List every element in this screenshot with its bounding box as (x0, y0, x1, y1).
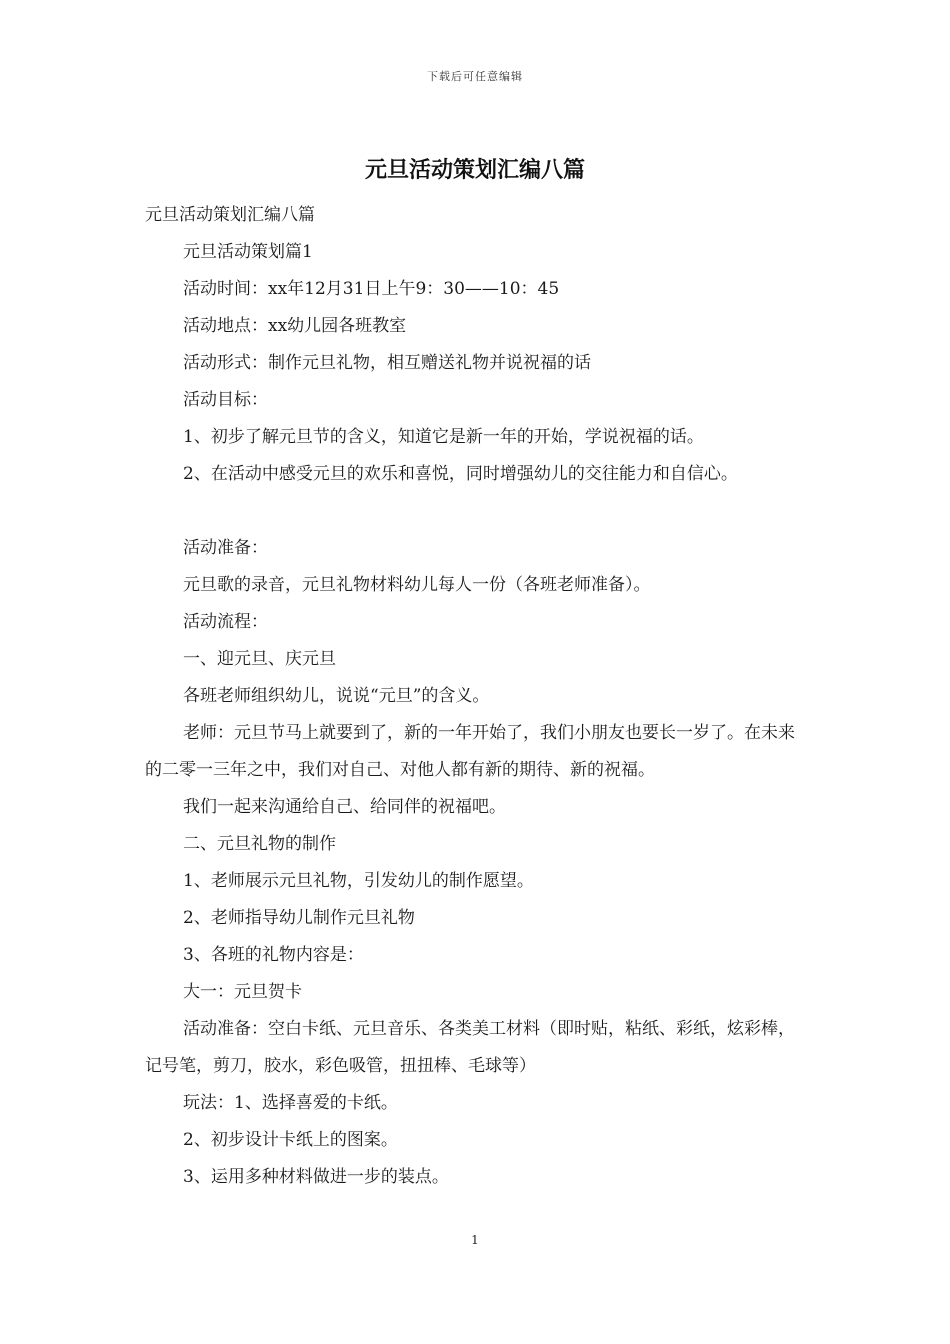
paragraph-line: 3、各班的礼物内容是： (183, 945, 364, 965)
page-number: 1 (471, 1233, 479, 1247)
paragraph-line: 活动准备： (183, 538, 268, 558)
paragraph-line: 2、在活动中感受元旦的欢乐和喜悦，同时增强幼儿的交往能力和自信心。 (183, 464, 738, 484)
blank-line (145, 493, 810, 530)
paragraph-line: 活动流程： (183, 612, 268, 632)
paragraph-line: 玩法：1、选择喜爱的卡纸。 (183, 1093, 398, 1113)
document-body (145, 197, 810, 1196)
paragraph-line: 活动时间：xx年12月31日上午9：30——10：45 (183, 279, 560, 299)
document-title: 元旦活动策划汇编八篇 (364, 157, 585, 183)
paragraph-line: 活动目标： (183, 390, 268, 410)
paragraph-line: 大一：元旦贺卡 (183, 982, 302, 1002)
paragraph-prep: 活动准备：空白卡纸、元旦音乐、各类美工材料（即时贴，粘纸、彩纸，炫彩棒，记号笔，剪刀，胶水，彩色吸管，扭扭棒、毛球等） (145, 1019, 795, 1076)
document-subtitle: 元旦活动策划汇编八篇 (145, 205, 315, 225)
paragraph-line: 活动形式：制作元旦礼物，相互赠送礼物并说祝福的话 (183, 353, 591, 373)
paragraph-line: 2、老师指导幼儿制作元旦礼物 (183, 908, 415, 928)
paragraph-line: 一、迎元旦、庆元旦 (183, 649, 336, 669)
paragraph-line: 元旦歌的录音，元旦礼物材料幼儿每人一份（各班老师准备）。 (183, 575, 651, 595)
paragraph-line: 我们一起来沟通给自己、给同伴的祝福吧。 (183, 797, 506, 817)
paragraph-line: 二、元旦礼物的制作 (183, 834, 336, 854)
paragraph-line: 活动地点：xx幼儿园各班教室 (183, 316, 407, 336)
header-note: 下载后可任意编辑 (427, 70, 523, 83)
paragraph-line: 各班老师组织幼儿，说说“元旦”的含义。 (183, 686, 490, 706)
paragraph-line: 3、运用多种材料做进一步的装点。 (183, 1167, 449, 1187)
paragraph-line: 1、初步了解元旦节的含义，知道它是新一年的开始，学说祝福的话。 (183, 427, 704, 447)
paragraph-line: 元旦活动策划篇1 (183, 242, 313, 262)
paragraph-line: 2、初步设计卡纸上的图案。 (183, 1130, 398, 1150)
paragraph-line: 1、老师展示元旦礼物，引发幼儿的制作愿望。 (183, 871, 534, 891)
paragraph-teacher: 老师：元旦节马上就要到了，新的一年开始了，我们小朋友也要长一岁了。在未来的二零一三年之中，我们对自己、对他人都有新的期待、新的祝福。 (145, 723, 795, 780)
